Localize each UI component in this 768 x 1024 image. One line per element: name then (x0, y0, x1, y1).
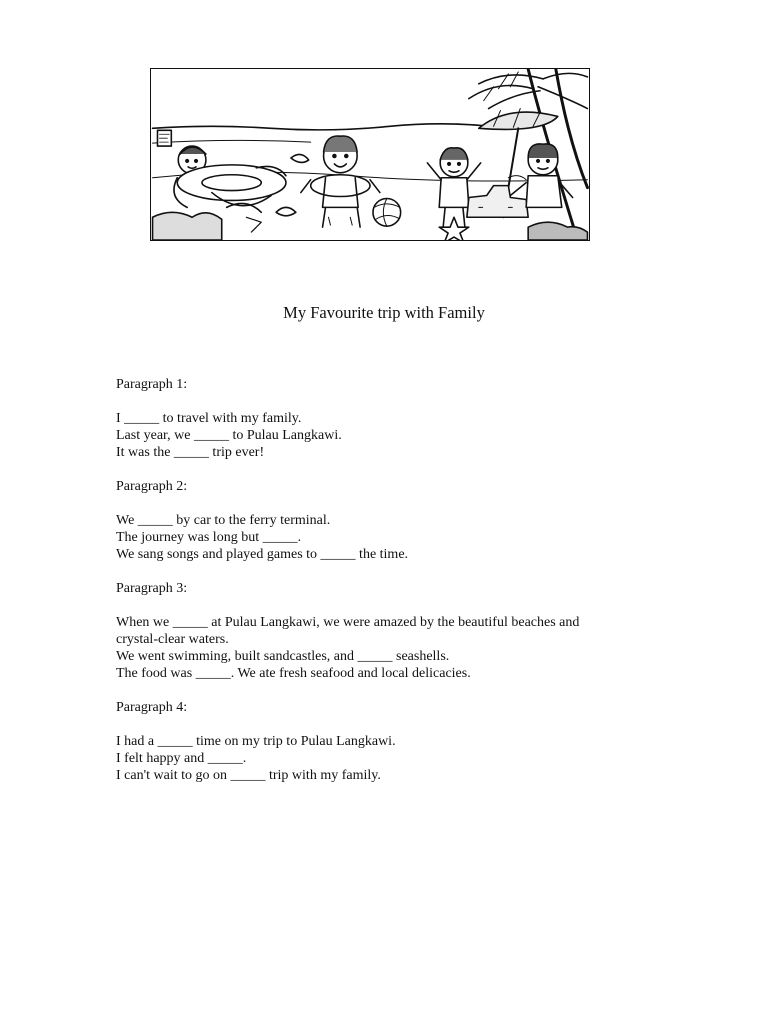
sentence-line: I _____ to travel with my family. (116, 411, 302, 426)
paragraph-heading: Paragraph 2: (116, 479, 188, 494)
paragraph-lines (116, 512, 656, 563)
sentence-line: The food was _____. We ate fresh seafood and local delicacies. (116, 666, 471, 681)
sentence-line: We _____ by car to the ferry terminal. (116, 513, 331, 528)
worksheet-body (116, 376, 656, 801)
sentence-line: crystal-clear waters. (116, 632, 229, 647)
sentence-line: The journey was long but _____. (116, 530, 302, 545)
paragraph-heading: Paragraph 1: (116, 377, 188, 392)
sentence-line: It was the _____ trip ever! (116, 445, 265, 460)
page-title: My Favourite trip with Family (283, 303, 485, 322)
paragraph-heading: Paragraph 4: (116, 700, 188, 715)
beach-scene-drawing (151, 69, 589, 240)
paragraph-heading: Paragraph 3: (116, 581, 188, 596)
sentence-line: Last year, we _____ to Pulau Langkawi. (116, 428, 342, 443)
sentence-line: I had a _____ time on my trip to Pulau Langkawi. (116, 734, 396, 749)
sentence-line: I felt happy and _____. (116, 751, 247, 766)
paragraph-section-3 (116, 580, 656, 682)
beach-illustration (150, 68, 590, 241)
sentence-line: We went swimming, built sandcastles, and _____ seashells. (116, 649, 450, 664)
paragraph-section-1 (116, 376, 656, 461)
sentence-line: We sang songs and played games to _____ the time. (116, 547, 409, 562)
paragraph-lines (116, 410, 656, 461)
sentence-line: When we _____ at Pulau Langkawi, we were amazed by the beautiful beaches and (116, 615, 580, 630)
paragraph-lines (116, 614, 656, 682)
paragraph-section-2 (116, 478, 656, 563)
sentence-line: I can't wait to go on _____ trip with my family. (116, 768, 381, 783)
paragraph-lines (116, 733, 656, 784)
paragraph-section-4 (116, 699, 656, 784)
